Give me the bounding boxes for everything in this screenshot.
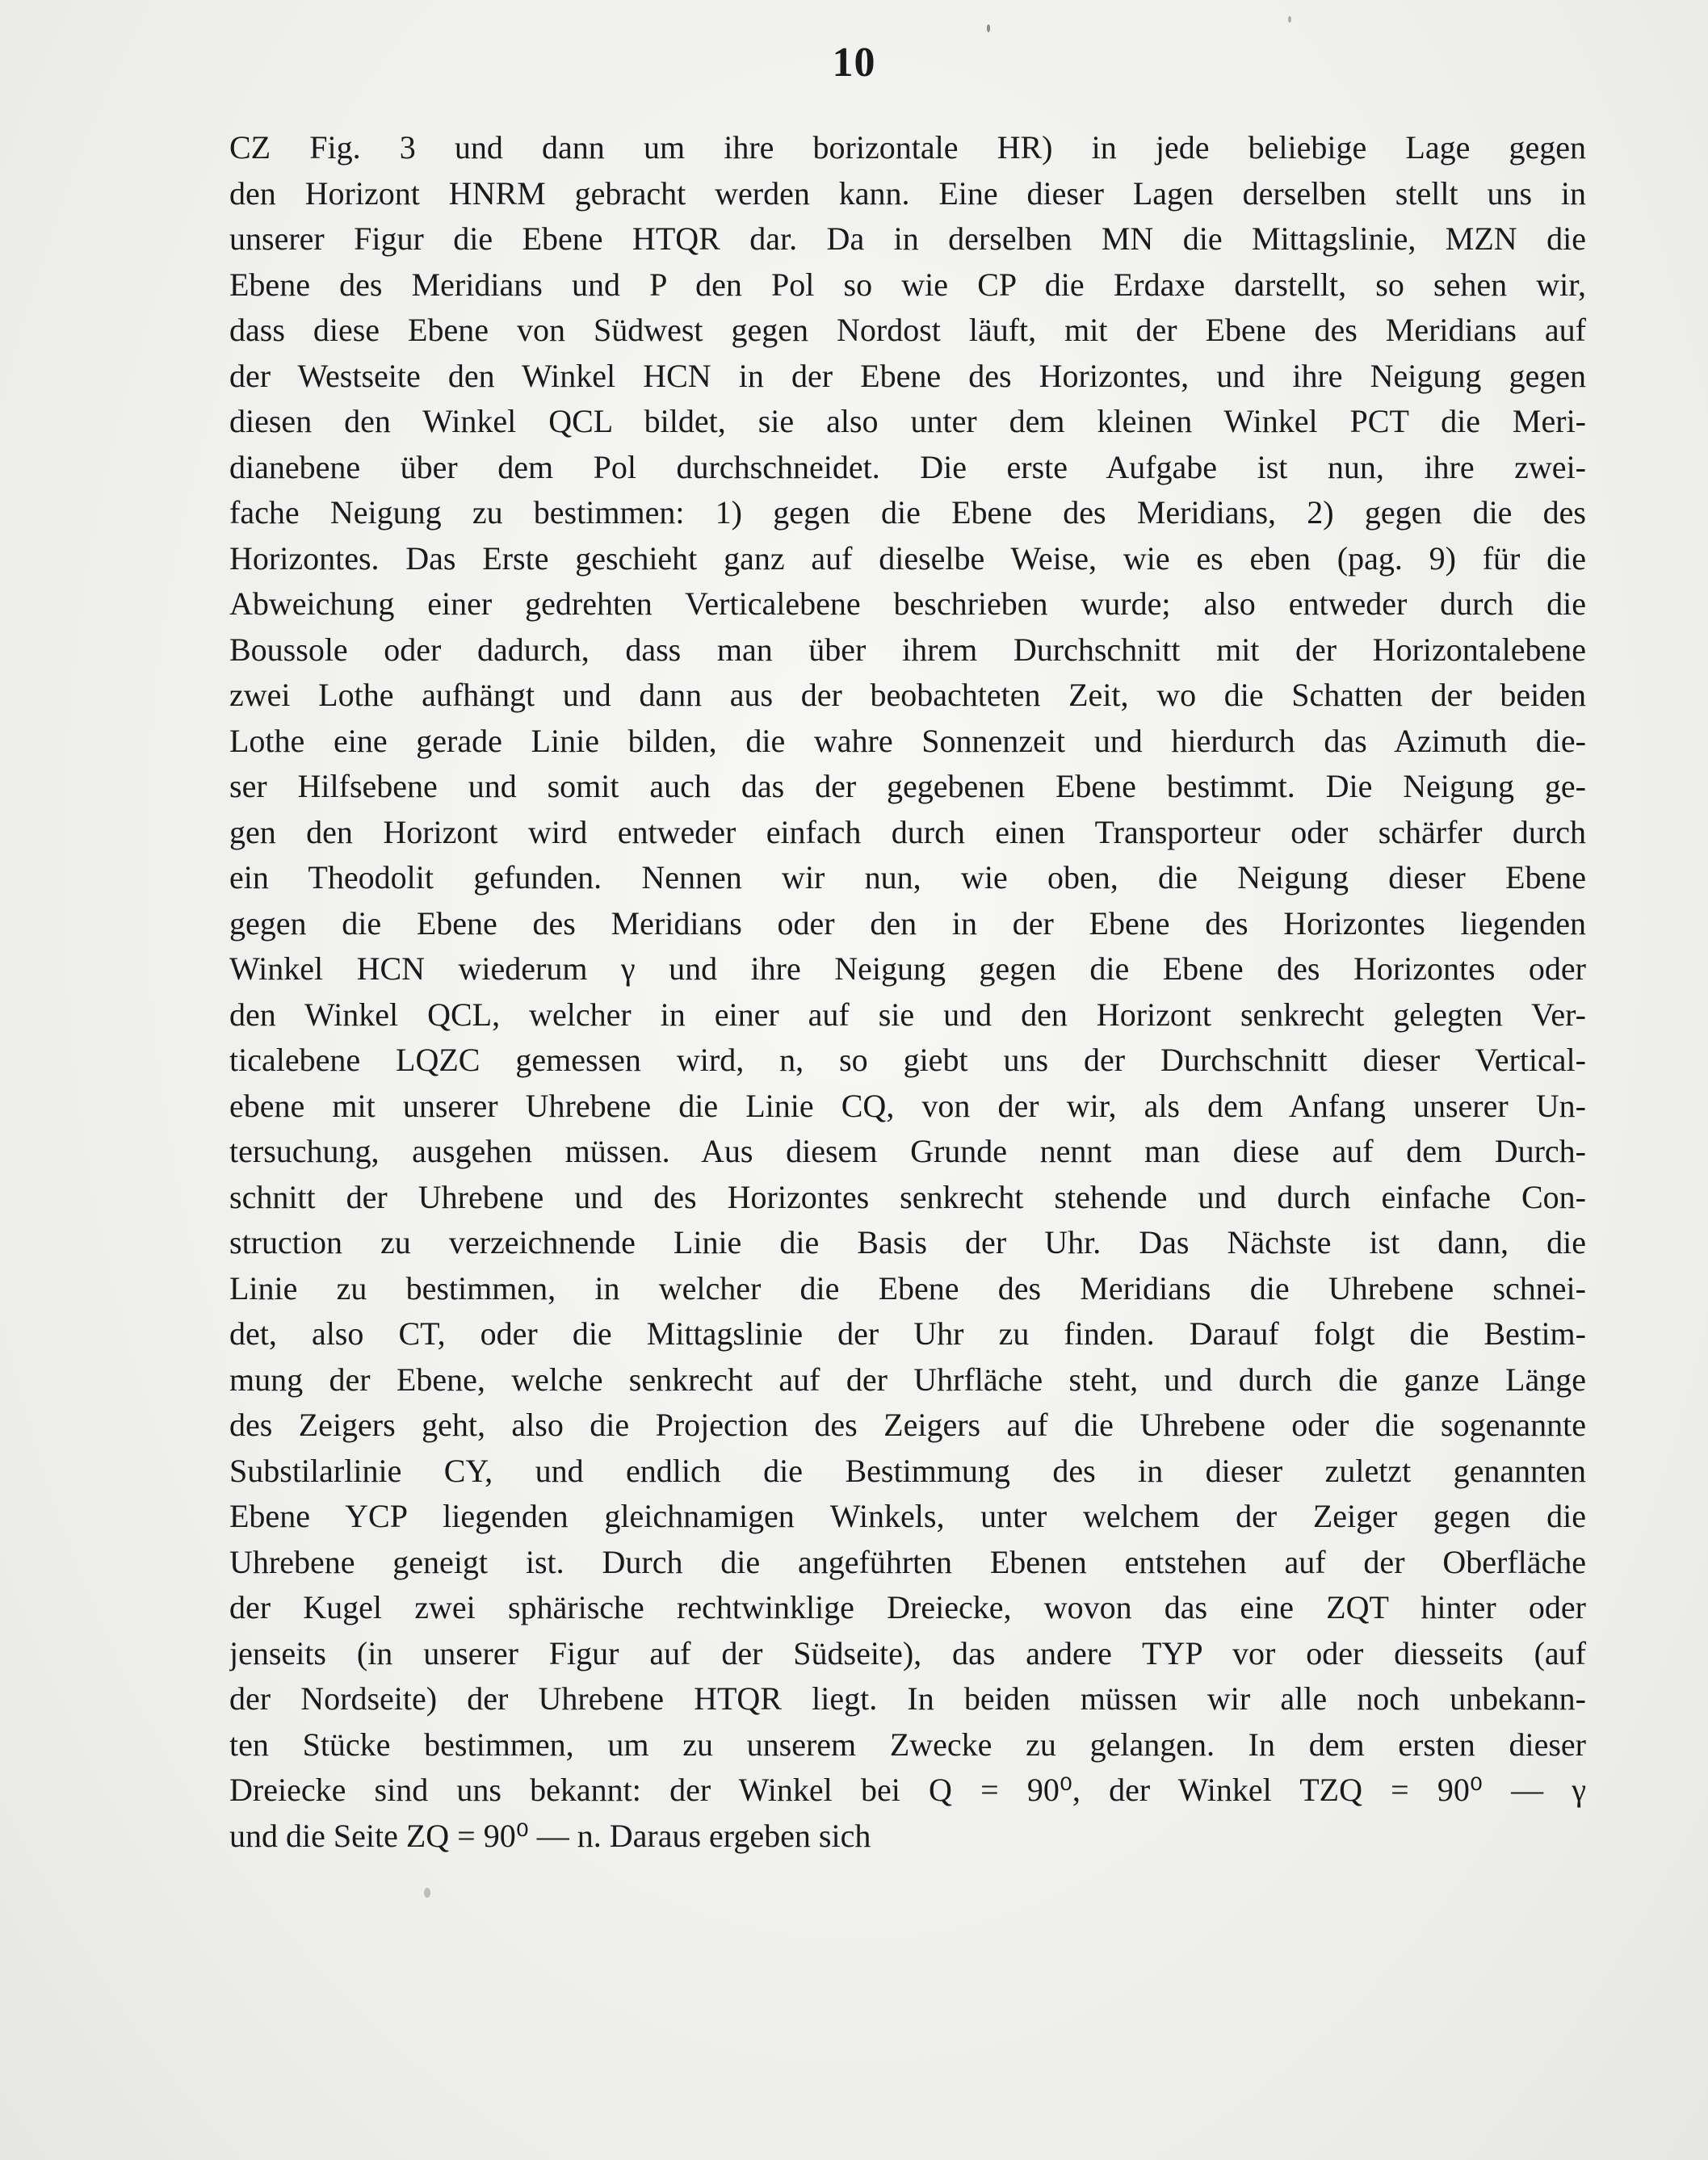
- text-line: dass diese Ebene von Südwest gegen Nordost läuft, mit der Ebene des Meridians auf: [229, 312, 1586, 348]
- text-line: des Zeigers geht, also die Projection des Zeigers auf die Uhrebene oder die sogenannte: [229, 1407, 1586, 1443]
- text-line: ten Stücke bestimmen, um zu unserem Zwecke zu gelangen. In dem ersten dieser: [229, 1726, 1586, 1763]
- page-number: 10: [832, 40, 876, 86]
- text-line: dianebene über dem Pol durchschneidet. Die erste Aufgabe ist nun, ihre zwei-: [229, 448, 1586, 485]
- text-line: mung der Ebene, welche senkrecht auf der Uhrfläche steht, und durch die ganze Länge: [229, 1361, 1586, 1398]
- text-line: det, also CT, oder die Mittagslinie der Uhr zu finden. Darauf folgt die Bestim-: [229, 1315, 1586, 1352]
- text-line: und die Seite ZQ = 90⁰ — n. Daraus ergeben sich: [229, 1817, 871, 1854]
- text-line: Ebene YCP liegenden gleichnamigen Winkels, unter welchem der Zeiger gegen die: [229, 1498, 1586, 1534]
- text-line: Substilarlinie CY, und endlich die Bestimmung des in dieser zuletzt genannten: [229, 1452, 1586, 1489]
- text-line: der Westseite den Winkel HCN in der Ebene des Horizontes, und ihre Neigung gegen: [229, 357, 1586, 394]
- text-line: tersuchung, ausgehen müssen. Aus diesem Grunde nennt man diese auf dem Durch-: [229, 1133, 1586, 1169]
- text-line: unserer Figur die Ebene HTQR dar. Da in derselben MN die Mittagslinie, MZN die: [229, 220, 1586, 257]
- text-line: jenseits (in unserer Figur auf der Südseite), das andere TYP vor oder diesseits (auf: [229, 1634, 1586, 1671]
- body-text: [229, 125, 1586, 1859]
- text-line: Boussole oder dadurch, dass man über ihrem Durchschnitt mit der Horizontalebene: [229, 631, 1586, 668]
- scan-speck: [424, 1888, 430, 1898]
- text-line: den Winkel QCL, welcher in einer auf sie und den Horizont senkrecht gelegten Ver-: [229, 996, 1586, 1033]
- text-line: ser Hilfsebene und somit auch das der gegebenen Ebene bestimmt. Die Neigung ge-: [229, 768, 1586, 804]
- text-line: gegen die Ebene des Meridians oder den in der Ebene des Horizontes liegenden: [229, 904, 1586, 942]
- text-line: Horizontes. Das Erste geschieht ganz auf dieselbe Weise, wie es eben (pag. 9) für die: [229, 539, 1586, 577]
- text-line: struction zu verzeichnende Linie die Basis der Uhr. Das Nächste ist dann, die: [229, 1224, 1586, 1260]
- text-line: den Horizont HNRM gebracht werden kann. Eine dieser Lagen derselben stellt uns in: [229, 174, 1586, 212]
- text-line: Dreiecke sind uns bekannt: der Winkel bei Q = 90⁰, der Winkel TZQ = 90⁰ — γ: [229, 1772, 1586, 1808]
- text-line: CZ Fig. 3 und dann um ihre borizontale HR) in jede beliebige Lage gegen: [229, 129, 1586, 166]
- text-line: Abweichung einer gedrehten Verticalebene beschrieben wurde; also entweder durch die: [229, 585, 1586, 622]
- text-line: der Nordseite) der Uhrebene HTQR liegt. In beiden müssen wir alle noch unbekann-: [229, 1680, 1586, 1717]
- text-line: Lothe eine gerade Linie bilden, die wahre Sonnenzeit und hierdurch das Azimuth die-: [229, 722, 1586, 759]
- text-line: zwei Lothe aufhängt und dann aus der beobachteten Zeit, wo die Schatten der beiden: [229, 677, 1586, 713]
- text-line: ein Theodolit gefunden. Nennen wir nun, wie oben, die Neigung dieser Ebene: [229, 859, 1586, 895]
- text-line: ticalebene LQZC gemessen wird, n, so giebt uns der Durchschnitt dieser Vertical-: [229, 1042, 1586, 1078]
- text-line: Ebene des Meridians und P den Pol so wie CP die Erdaxe darstellt, so sehen wir,: [229, 266, 1586, 303]
- text-line: der Kugel zwei sphärische rechtwinklige Dreiecke, wovon das eine ZQT hinter oder: [229, 1589, 1586, 1625]
- text-line: fache Neigung zu bestimmen: 1) gegen die Ebene des Meridians, 2) gegen die des: [229, 494, 1586, 531]
- text-line: gen den Horizont wird entweder einfach durch einen Transporteur oder schärfer durch: [229, 813, 1586, 850]
- text-line: ebene mit unserer Uhrebene die Linie CQ, von der wir, als dem Anfang unserer Un-: [229, 1087, 1586, 1124]
- text-line: Winkel HCN wiederum γ und ihre Neigung gegen die Ebene des Horizontes oder: [229, 950, 1586, 987]
- scan-speck: [987, 24, 990, 32]
- text-line: Linie zu bestimmen, in welcher die Ebene des Meridians die Uhrebene schnei-: [229, 1269, 1586, 1306]
- text-line: Uhrebene geneigt ist. Durch die angeführten Ebenen entstehen auf der Oberfläche: [229, 1543, 1586, 1580]
- text-line: diesen den Winkel QCL bildet, sie also unter dem kleinen Winkel PCT die Meri-: [229, 403, 1586, 439]
- text-line: schnitt der Uhrebene und des Horizontes senkrecht stehende und durch einfache Con-: [229, 1178, 1586, 1215]
- scan-speck: [1288, 16, 1291, 23]
